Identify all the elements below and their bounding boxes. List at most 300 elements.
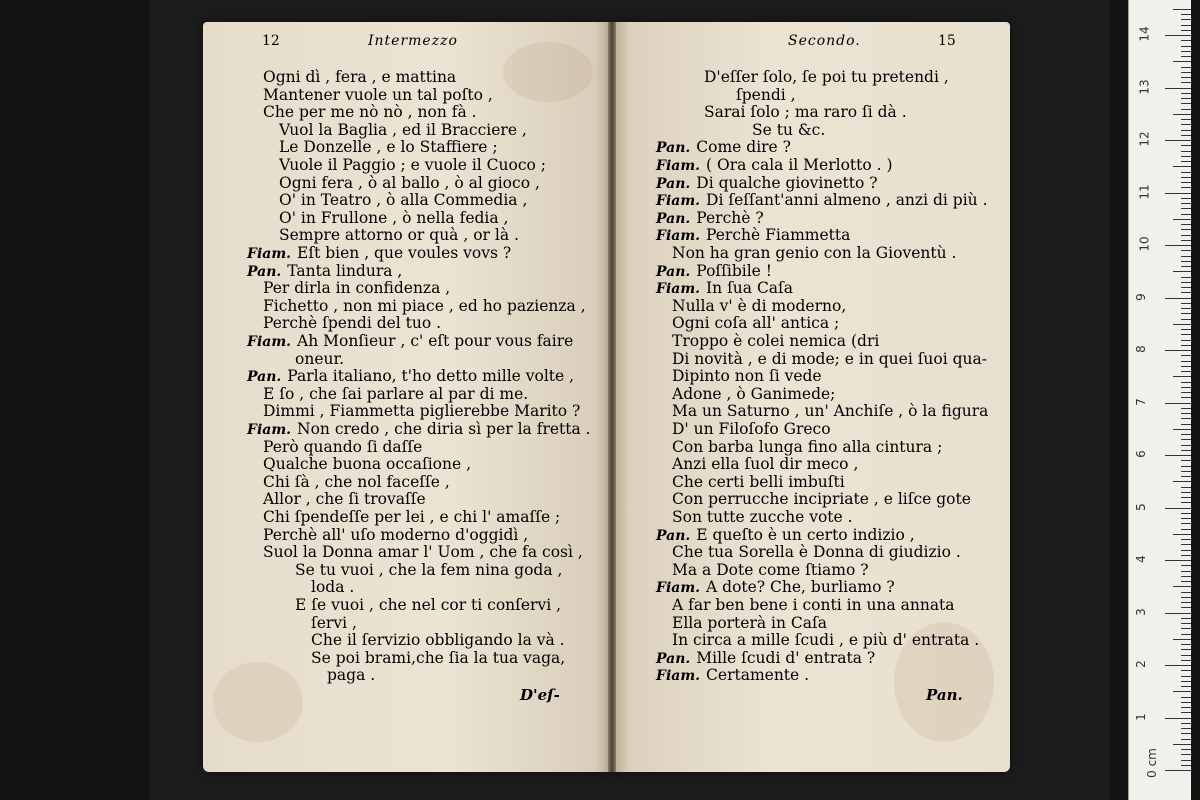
- speaker-label: Fiam.: [656, 193, 701, 210]
- verse-text: Anzi ella ſuol dir meco ,: [672, 455, 859, 474]
- ruler-number: 12: [1137, 131, 1152, 147]
- ruler-tick: [1181, 628, 1191, 629]
- verse-text: Ogni coſa all' antica ;: [672, 314, 840, 333]
- ruler-tick: [1181, 434, 1191, 435]
- ruler-tick: [1173, 586, 1191, 587]
- verse-text: Certamente .: [706, 666, 810, 685]
- text-line: [247, 420, 591, 439]
- text-line: [752, 121, 825, 139]
- text-line: [295, 350, 344, 368]
- ruler-number: 5: [1133, 502, 1148, 511]
- ruler-tick: [1181, 371, 1191, 372]
- verse-text: Non ha gran genio con la Gioventù .: [672, 244, 957, 262]
- ruler-tick: [1173, 639, 1191, 640]
- verse-text: Mantener vuole un tal poſto ,: [263, 85, 493, 104]
- verse-text: D'eſſer ſolo, ſe poi tu pretendi ,: [704, 68, 949, 86]
- ruler-tick: [1181, 51, 1191, 52]
- verse-text: Con barba lunga fino alla cintura ;: [672, 437, 943, 456]
- ruler-tick: [1181, 56, 1191, 57]
- ruler-tick: [1181, 539, 1191, 540]
- text-line: [263, 402, 580, 420]
- text-line: [656, 526, 915, 545]
- text-line: [263, 508, 560, 526]
- speaker-label: Pan.: [247, 369, 282, 386]
- ruler-tick: [1181, 397, 1191, 398]
- right-catchword: Pan.: [926, 686, 963, 704]
- ruler-tick: [1181, 623, 1191, 624]
- text-line: [247, 367, 574, 386]
- verse-text: Fichetto , non mi piace , ed ho pazienza ,: [263, 296, 586, 315]
- text-line: [279, 209, 508, 227]
- text-line: [656, 578, 895, 597]
- verse-text: Son tutte zucche vote .: [672, 508, 853, 526]
- ruler-tick: [1181, 544, 1191, 545]
- ruler-tick: [1181, 602, 1191, 603]
- text-line: [295, 596, 561, 614]
- ruler-tick: [1181, 329, 1191, 330]
- ruler-number: 4: [1133, 555, 1148, 563]
- verse-text: In circa a mille ſcudi , e più d' entrata .: [672, 631, 980, 650]
- verse-text: Di qualche giovinetto ?: [696, 173, 878, 192]
- ruler-tick: [1165, 245, 1191, 246]
- text-line: [672, 314, 839, 332]
- verse-text: Ma un Saturno , un' Anchiſe , ò la figura: [672, 402, 989, 421]
- ruler-tick: [1181, 256, 1191, 257]
- text-line: [736, 86, 796, 104]
- ruler-tick: [1181, 124, 1191, 125]
- ruler-tick: [1181, 733, 1191, 734]
- verse-text: E ſo , che ſai parlare al par di me.: [263, 384, 529, 403]
- verse-text: E queſto è un certo indizio ,: [696, 525, 915, 544]
- text-line: [279, 121, 527, 139]
- verse-text: ( Ora cala il Merlotto . ): [706, 156, 893, 174]
- ruler-tick: [1181, 277, 1191, 278]
- verse-text: Però quando ſi daſſe: [263, 437, 423, 456]
- verse-text: Vuol la Baglia , ed il Bracciere ,: [279, 120, 527, 139]
- verse-text: Di novità , e di mode; e in quei ſuoi qua-: [672, 349, 988, 368]
- ruler-tick: [1165, 140, 1191, 141]
- speaker-label: Fiam.: [656, 158, 701, 174]
- text-line: [656, 138, 791, 157]
- ruler-tick: [1181, 387, 1191, 388]
- ruler-tick: [1181, 366, 1191, 367]
- verse-text: Perchè ſpendi del tuo .: [263, 314, 442, 333]
- ruler-tick: [1181, 518, 1191, 519]
- ruler-tick: [1181, 198, 1191, 199]
- ruler-tick: [1181, 686, 1191, 687]
- ruler-tick: [1165, 403, 1191, 404]
- speaker-label: Pan.: [656, 263, 691, 280]
- ruler-tick: [1165, 88, 1191, 89]
- text-line: [672, 490, 971, 508]
- right-running-head: Secondo.: [788, 33, 861, 49]
- ruler-number: 10: [1137, 236, 1152, 252]
- text-line: [263, 68, 456, 86]
- ruler-number: 3: [1133, 607, 1148, 616]
- text-line: [672, 350, 987, 368]
- ruler-tick: [1181, 14, 1191, 15]
- verse-text: Suol la Donna amar l' Uom , che fa così ,: [263, 543, 583, 562]
- speaker-label: Fiam.: [656, 668, 701, 685]
- ruler-number: 2: [1133, 660, 1148, 668]
- ruler-tick: [1165, 193, 1191, 194]
- ruler-tick: [1181, 466, 1191, 467]
- book-gutter: [608, 22, 616, 772]
- ruler-tick: [1181, 182, 1191, 183]
- text-line: [311, 631, 565, 649]
- ruler-tick: [1181, 712, 1191, 713]
- speaker-label: Fiam.: [247, 246, 292, 262]
- ruler-tick: [1181, 728, 1191, 729]
- text-line: [656, 156, 893, 175]
- ruler-tick: [1181, 471, 1191, 472]
- verse-text: Non credo , che diria sì per la fretta .: [297, 420, 591, 438]
- ruler-tick: [1173, 324, 1191, 325]
- ruler-tick: [1181, 513, 1191, 514]
- ruler-tick: [1181, 250, 1191, 251]
- ruler-tick: [1181, 109, 1191, 110]
- ruler-tick: [1181, 523, 1191, 524]
- verse-text: Di ſeſſant'anni almeno , anzi di più .: [706, 191, 988, 210]
- text-line: [263, 490, 426, 508]
- verse-text: O' in Frullone , ò nella fedia ,: [279, 208, 509, 227]
- ruler-tick: [1181, 676, 1191, 677]
- text-line: [672, 473, 845, 491]
- ruler-tick: [1181, 308, 1191, 309]
- text-line: [263, 279, 450, 297]
- verse-text: Dipinto non ſi vede: [672, 367, 822, 386]
- verse-text: Allor , che ſi trovaſſe: [263, 490, 426, 509]
- ruler-tick: [1165, 560, 1191, 561]
- ruler-tick: [1181, 439, 1191, 440]
- ruler-tick: [1173, 61, 1191, 62]
- ruler-tick: [1181, 98, 1191, 99]
- verse-text: Chi ſà , che nol faceſſe ,: [263, 472, 450, 491]
- verse-text: Mille ſcudi d' entrata ?: [696, 648, 876, 667]
- ruler-tick: [1181, 130, 1191, 131]
- ruler-tick: [1181, 25, 1191, 26]
- ruler-unit-label: 0 cm: [1144, 748, 1159, 778]
- ruler-tick: [1173, 744, 1191, 745]
- ruler-tick: [1173, 166, 1191, 167]
- ruler-tick: [1181, 145, 1191, 146]
- text-line: [311, 578, 354, 596]
- verse-text: Le Donzelle , e lo Staffiere ;: [279, 138, 498, 157]
- text-line: [656, 226, 850, 245]
- ruler-tick: [1181, 739, 1191, 740]
- text-line: [672, 402, 988, 420]
- ruler-tick: [1181, 760, 1191, 761]
- ruler-number: 8: [1133, 345, 1148, 353]
- ruler-tick: [1181, 82, 1191, 83]
- ruler-tick: [1181, 77, 1191, 78]
- speaker-label: Fiam.: [656, 281, 701, 298]
- left-catchword: D'eſ-: [520, 686, 560, 704]
- verse-text: Qualche buona occaſione ,: [263, 455, 472, 474]
- speaker-label: Fiam.: [656, 228, 701, 245]
- ruler-tick: [1181, 497, 1191, 498]
- verse-text: Ah Monſieur , c' eſt pour vous faire: [297, 332, 574, 350]
- verse-text: D' un Filoſofo Greco: [672, 420, 831, 438]
- text-line: [263, 385, 528, 403]
- ruler-tick: [1181, 292, 1191, 293]
- text-line: [263, 438, 422, 456]
- ruler-tick: [1181, 313, 1191, 314]
- ruler-tick: [1181, 749, 1191, 750]
- text-line: [704, 68, 949, 86]
- verse-text: Sarai ſolo ; ma raro ſi dà .: [704, 103, 907, 122]
- text-line: [672, 508, 853, 526]
- verse-text: Ogni dì , fera , e mattina: [263, 68, 457, 86]
- ruler-tick: [1181, 492, 1191, 493]
- ruler-tick: [1181, 754, 1191, 755]
- verse-text: Come dire ?: [696, 138, 791, 157]
- verse-text: E ſe vuoi , che nel cor ti conſervi ,: [295, 596, 562, 614]
- ruler-tick: [1173, 114, 1191, 115]
- ruler-tick: [1181, 607, 1191, 608]
- verse-text: Per dirla in confidenza ,: [263, 279, 451, 298]
- ruler-number: 11: [1137, 183, 1152, 200]
- ruler-tick: [1181, 103, 1191, 104]
- left-page-number: 12: [262, 33, 280, 49]
- ruler-tick: [1181, 597, 1191, 598]
- ruler-tick: [1181, 72, 1191, 73]
- verse-text: A far ben bene i conti in una annata: [672, 596, 955, 614]
- speaker-label: Fiam.: [247, 334, 292, 350]
- speaker-label: Pan.: [656, 175, 691, 192]
- speaker-label: Pan.: [656, 527, 691, 544]
- text-line: [263, 473, 450, 491]
- verse-text: Eſt bien , que voules vovs ?: [297, 244, 512, 262]
- text-line: [672, 614, 827, 632]
- ruler-tick: [1181, 408, 1191, 409]
- ruler-tick: [1181, 361, 1191, 362]
- ruler-tick: [1181, 502, 1191, 503]
- ruler-tick: [1165, 298, 1191, 299]
- ruler-tick: [1181, 208, 1191, 209]
- ruler-tick: [1181, 93, 1191, 94]
- ruler-tick: [1165, 35, 1191, 36]
- speaker-label: Fiam.: [656, 580, 701, 597]
- verse-text: ſpendi ,: [736, 85, 796, 104]
- ruler-tick: [1181, 550, 1191, 551]
- ruler-tick: [1181, 445, 1191, 446]
- text-line: [656, 649, 875, 668]
- text-line: [295, 561, 562, 579]
- text-line: [279, 138, 498, 156]
- ruler-tick: [1181, 287, 1191, 288]
- ruler-tick: [1181, 529, 1191, 530]
- text-line: [279, 226, 519, 244]
- ruler-tick: [1165, 508, 1191, 509]
- text-line: [263, 526, 528, 544]
- ruler-tick: [1173, 429, 1191, 430]
- verse-text: Perchè all' uſo moderno d'oggidì ,: [263, 525, 529, 544]
- ruler-tick: [1181, 187, 1191, 188]
- text-line: [327, 666, 375, 684]
- verse-text: Ella porterà in Caſa: [672, 613, 827, 632]
- measuring-ruler: [1128, 0, 1191, 800]
- text-line: [672, 244, 956, 262]
- ruler-tick: [1181, 266, 1191, 267]
- ruler-number: 6: [1133, 450, 1148, 458]
- ruler-tick: [1181, 634, 1191, 635]
- paper-stain: [503, 42, 593, 102]
- verse-text: Che certi belli imbuſti: [672, 472, 845, 491]
- ruler-tick: [1181, 592, 1191, 593]
- verse-text: Parla italiano, t'ho detto mille volte ,: [287, 367, 575, 386]
- ruler-tick: [1181, 334, 1191, 335]
- text-line: [263, 455, 471, 473]
- ruler-tick: [1181, 235, 1191, 236]
- ruler-tick: [1181, 30, 1191, 31]
- text-line: [263, 103, 477, 121]
- ruler-tick: [1181, 177, 1191, 178]
- ruler-tick: [1181, 340, 1191, 341]
- text-line: [263, 543, 583, 561]
- ruler-tick: [1173, 271, 1191, 272]
- ruler-number: 1: [1133, 712, 1148, 721]
- text-line: [672, 631, 979, 649]
- ruler-tick: [1181, 765, 1191, 766]
- verse-text: Ogni fera , ò al ballo , ò al gioco ,: [279, 173, 540, 192]
- ruler-tick: [1181, 40, 1191, 41]
- text-line: [672, 297, 846, 315]
- ruler-tick: [1181, 707, 1191, 708]
- ruler-tick: [1181, 660, 1191, 661]
- ruler-number: 9: [1133, 292, 1148, 301]
- ruler-tick: [1173, 219, 1191, 220]
- verse-text: Tanta lindura ,: [287, 261, 403, 280]
- ruler-tick: [1181, 576, 1191, 577]
- ruler-tick: [1181, 319, 1191, 320]
- verse-text: Con perrucche incipriate , e liſce gote: [672, 490, 971, 509]
- text-line: [672, 561, 869, 579]
- ruler-tick: [1181, 649, 1191, 650]
- ruler-tick: [1181, 240, 1191, 241]
- ruler-tick: [1181, 172, 1191, 173]
- text-line: [247, 332, 573, 351]
- text-line: [263, 86, 493, 104]
- verse-text: Perchè Fiammetta: [706, 226, 851, 245]
- verse-text: O' in Teatro , ò alla Commedia ,: [279, 191, 528, 210]
- ruler-tick: [1181, 555, 1191, 556]
- verse-text: ſervi ,: [311, 613, 357, 632]
- ruler-tick: [1173, 534, 1191, 535]
- text-line: [263, 297, 586, 315]
- text-line: [247, 262, 402, 281]
- paper-stain: [213, 662, 303, 742]
- ruler-tick: [1181, 392, 1191, 393]
- verse-text: A dote? Che, burliamo ?: [706, 578, 895, 597]
- verse-text: Chi ſpendeſſe per lei , e chi l' amaſſe ;: [263, 508, 561, 526]
- ruler-tick: [1181, 355, 1191, 356]
- text-line: [672, 367, 822, 385]
- ruler-number: 14: [1137, 26, 1152, 42]
- ruler-tick: [1181, 450, 1191, 451]
- ruler-tick: [1181, 151, 1191, 152]
- ruler-tick: [1181, 413, 1191, 414]
- ruler-tick: [1181, 119, 1191, 120]
- ruler-tick: [1181, 214, 1191, 215]
- ruler-tick: [1181, 67, 1191, 68]
- ruler-tick: [1181, 19, 1191, 20]
- ruler-tick: [1181, 382, 1191, 383]
- text-line: [247, 244, 511, 263]
- verse-text: Sempre attorno or quà , or là .: [279, 226, 519, 245]
- ruler-tick: [1181, 565, 1191, 566]
- ruler-tick: [1181, 229, 1191, 230]
- speaker-label: Fiam.: [247, 422, 292, 438]
- verse-text: Adone , ò Ganimede;: [672, 384, 836, 403]
- ruler-tick: [1181, 282, 1191, 283]
- ruler-tick: [1165, 718, 1191, 719]
- ruler-tick: [1181, 224, 1191, 225]
- ruler-tick: [1173, 9, 1191, 10]
- ruler-tick: [1181, 723, 1191, 724]
- ruler-tick: [1173, 481, 1191, 482]
- left-running-head: Intermezzo: [368, 33, 458, 49]
- ruler-tick: [1181, 303, 1191, 304]
- verse-text: Perchè ?: [696, 208, 764, 227]
- verse-text: Nulla v' è di moderno,: [672, 296, 847, 315]
- verse-text: In ſua Caſa: [706, 279, 794, 298]
- text-line: [672, 438, 942, 456]
- ruler-tick: [1181, 702, 1191, 703]
- ruler-tick: [1181, 655, 1191, 656]
- verse-text: Poſſibile !: [696, 261, 773, 280]
- ruler-tick: [1181, 618, 1191, 619]
- text-line: [279, 156, 546, 174]
- ruler-number: 7: [1133, 397, 1148, 406]
- ruler-tick: [1181, 681, 1191, 682]
- ruler-tick: [1181, 697, 1191, 698]
- verse-text: Vuole il Paggio ; e vuole il Cuoco ;: [279, 156, 547, 174]
- text-line: [672, 420, 831, 438]
- text-line: [704, 103, 907, 121]
- verse-text: oneur.: [295, 349, 345, 368]
- ruler-tick: [1165, 350, 1191, 351]
- ruler-tick: [1181, 46, 1191, 47]
- right-page-number: 15: [938, 33, 956, 49]
- ruler-tick: [1173, 376, 1191, 377]
- ruler-tick: [1181, 345, 1191, 346]
- verse-text: loda .: [311, 578, 355, 597]
- ruler-tick: [1181, 644, 1191, 645]
- ruler-number: 13: [1137, 78, 1152, 95]
- ruler-tick: [1165, 770, 1191, 771]
- verse-text: paga .: [327, 666, 376, 685]
- ruler-tick: [1181, 424, 1191, 425]
- text-line: [279, 191, 527, 209]
- ruler-tick: [1165, 455, 1191, 456]
- text-line: [263, 314, 441, 332]
- ruler-tick: [1181, 156, 1191, 157]
- text-line: [656, 666, 809, 685]
- ruler-tick: [1165, 613, 1191, 614]
- text-line: [656, 279, 793, 298]
- text-line: [656, 209, 764, 228]
- ruler-tick: [1181, 487, 1191, 488]
- ruler-tick: [1181, 418, 1191, 419]
- verse-text: Se tu vuoi , che la fem nina goda ,: [295, 560, 563, 579]
- text-line: [672, 543, 961, 561]
- ruler-tick: [1181, 571, 1191, 572]
- ruler-tick: [1181, 161, 1191, 162]
- verse-text: Troppo è colei nemica (dri: [672, 332, 880, 350]
- verse-text: Che tua Sorella è Donna di giudizio .: [672, 543, 961, 562]
- ruler-tick: [1181, 261, 1191, 262]
